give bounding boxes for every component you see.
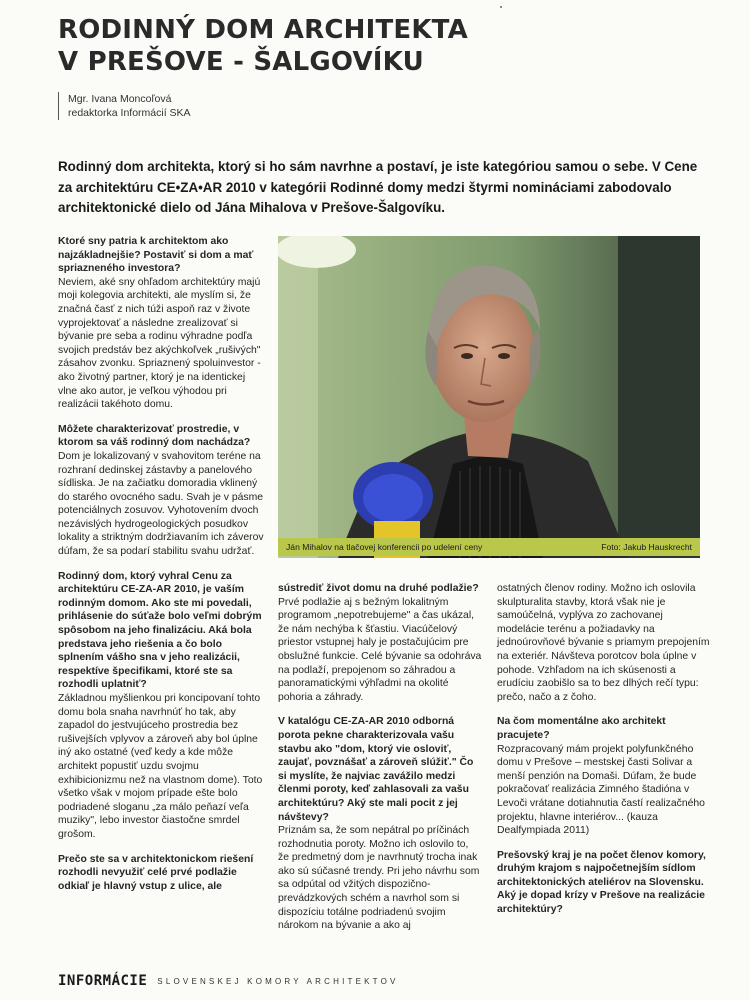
question-5: V katalógu CE-ZA-AR 2010 odborná porota pekne charakterizovala vašu stavbu ako "dom, ktorý vie osloviť, zaujať, povznášať a zároveň slúžiť." Čo si myslíte, že najviac zavážilo medzi členmi poroty, keď zahlasovali za vašu architektúru? Aký ste mali pocit z jej návštevy?	[278, 716, 474, 823]
answer-2: Dom je lokalizovaný v svahovitom teréne na rozhraní dedinskej zástavby a panelového sídliska. Je na začiatku domoradia vklinený do starého ovocného sadu. Svah je v pásme potenciálnych zosuvov. Vyhotovením dvoch nezávislých hydrogeologických posudkov lokality a striktným dodržiavaním ich záverov dúfam, že sa podarí stabilitu svahu udržať.	[58, 450, 264, 558]
lead-paragraph: Rodinný dom architekta, ktorý si ho sám navrhne a postaví, je iste kategóriou samou o sebe. V Cene za architektúru CE•ZA•AR 2010 v kategórii Rodinné domy medzi štyrmi nomináciami zabodovalo architektonické dielo od Jána Mihalova v Prešove-Šalgovíku.	[58, 159, 698, 215]
author-role: redaktorka Informácií SKA	[68, 107, 191, 119]
portrait-photo	[278, 236, 700, 558]
question-4-continued: sústrediť život domu na druhé podlažie?	[278, 583, 479, 594]
column-3	[497, 582, 710, 917]
footer-subtitle: SLOVENSKEJ KOMORY ARCHITEKTOV	[157, 976, 399, 986]
answer-5: Priznám sa, že som nepátral po príčinách rozhodnutia poroty. Možno ich oslovilo to, že predmetný dom je navrhnutý trocha inak ako sú súčasné trendy. Pri jeho návrhu som sa odpútal od vžitých dispozično-prevádzkových schém a navrhol som si dispozíciu totálne podriadenú svojim nárokom na bývanie a ako aj	[278, 825, 480, 932]
column-1	[58, 235, 264, 893]
photo-caption-bar	[278, 538, 700, 556]
answer-4: Prvé podlažie aj s bežným lokalitným programom „nepotrebujeme" a čas ukázal, že nám nechýba k šťastiu. Viacúčelový priestor vstupnej haly je postačujúcim pre obslužné funkcie. Celé bývanie sa odohráva na podlaží, prepojenom so záhradou a panoramatickými výhľadmi na okolité pohoria a záhrady.	[278, 596, 482, 703]
answer-5-continued: ostatných členov rodiny. Možno ich oslovila skulpturalita stavby, ktorá však nie je samoúčelná, vyplýva zo zachovanej modelácie terénu a požiadavky na jednoúrovňové bývanie s priamym prepojením na exteriér. Návšteva porotcov bola úplne v pohode. Vzhľadom na ich skúsenosti a erudíciu zaobišlo sa to bez dlhých rečí typu: prečo, načo a z čoho.	[497, 583, 710, 703]
author-block	[58, 92, 278, 120]
question-3: Rodinný dom, ktorý vyhral Cenu za architektúru CE-ZA-AR 2010, je vaším rodinným domom. Ako ste mi povedali, prihlásenie do súťaže bolo veľmi dobrým spôsobom na jeho finalizáciu. Aká bola predstava jeho riešenia a čo bolo splnením vášho sna v jeho realizácii, respektíve špecifikami, ktoré ste sa rozhodli uplatniť?	[58, 570, 262, 691]
page-title: RODINNÝ DOM ARCHITEKTA V PREŠOVE - ŠALGOVÍKU	[58, 15, 468, 77]
footer-brand-logo: INFORMÁCIE	[58, 973, 148, 989]
answer-3: Základnou myšlienkou pri koncipovaní tohto domu bola snaha navrhnúť ho tak, aby zapadol do jestvujúceho prostredia bez rušivejších vplyvov a zároveň aby bol úplne iný ako ostatné (veď kedy a kde môže architekt popustiť uzdu svojmu exhibicionizmu než na vlastnom dome). Toto všetko však v mojom prípade ešte bolo podriadené sloganu „za málo peňazí veľa muziky", lebo investor čiastočne smrdel grošom.	[58, 693, 263, 840]
question-4: Prečo ste sa v architektonickom riešení rozhodli nevyužiť celé prvé podlažie odkiaľ je hlavný vstup z ulice, ale	[58, 853, 254, 892]
page-mark	[500, 6, 502, 8]
answer-1: Neviem, aké sny ohľadom architektúry majú moji kolegovia architekti, ale myslím si, že značná časť z nich túži aspoň raz v živote vyprojektovať a následne zrealizovať si bývanie pre seba a rodinu výhradne podľa svojich predstáv bez akýchkoľvek „rušivých" zásahov zvonku. Spriaznený spoluinvestor - ako životný partner, ktorý je na identickej vlne ako autor, je veľkou výhodou pri realizácii takéhoto domu.	[58, 276, 261, 411]
author-name: Mgr. Ivana Moncoľová	[68, 93, 172, 105]
question-1: Ktoré sny patria k architektom ako najzákladnejšie? Postaviť si dom a mať spriazneného investora?	[58, 236, 254, 275]
question-2: Môžete charakterizovať prostredie, v ktorom sa váš rodinný dom nachádza?	[58, 423, 251, 449]
portrait-illustration	[278, 236, 700, 558]
photo-credit: Foto: Jakub Hauskrecht	[601, 542, 692, 552]
page-footer	[58, 972, 718, 990]
column-2	[278, 582, 482, 933]
question-6: Na čom momentálne ako architekt pracujete?	[497, 716, 666, 741]
answer-6: Rozpracovaný mám projekt polyfunkčného domu v Prešove – mestskej časti Solivar a menší penzión na Domaši. Dúfam, že bude pokračovať realizácia Zimného štadióna v Levoči vrátane dotiahnutia častí realizačného projektu, hlavne interiérov... (kauza Dealfympiada 2011)	[497, 743, 705, 837]
photo-caption: Ján Mihalov na tlačovej konferencii po udelení ceny	[286, 542, 483, 552]
question-7: Prešovský kraj je na počet členov komory, druhým krajom s najpočetnejším sídlom architektonických ateliérov na Slovensku. Aký je dopad krízy v Prešove na realizácie architektúry?	[497, 849, 706, 916]
